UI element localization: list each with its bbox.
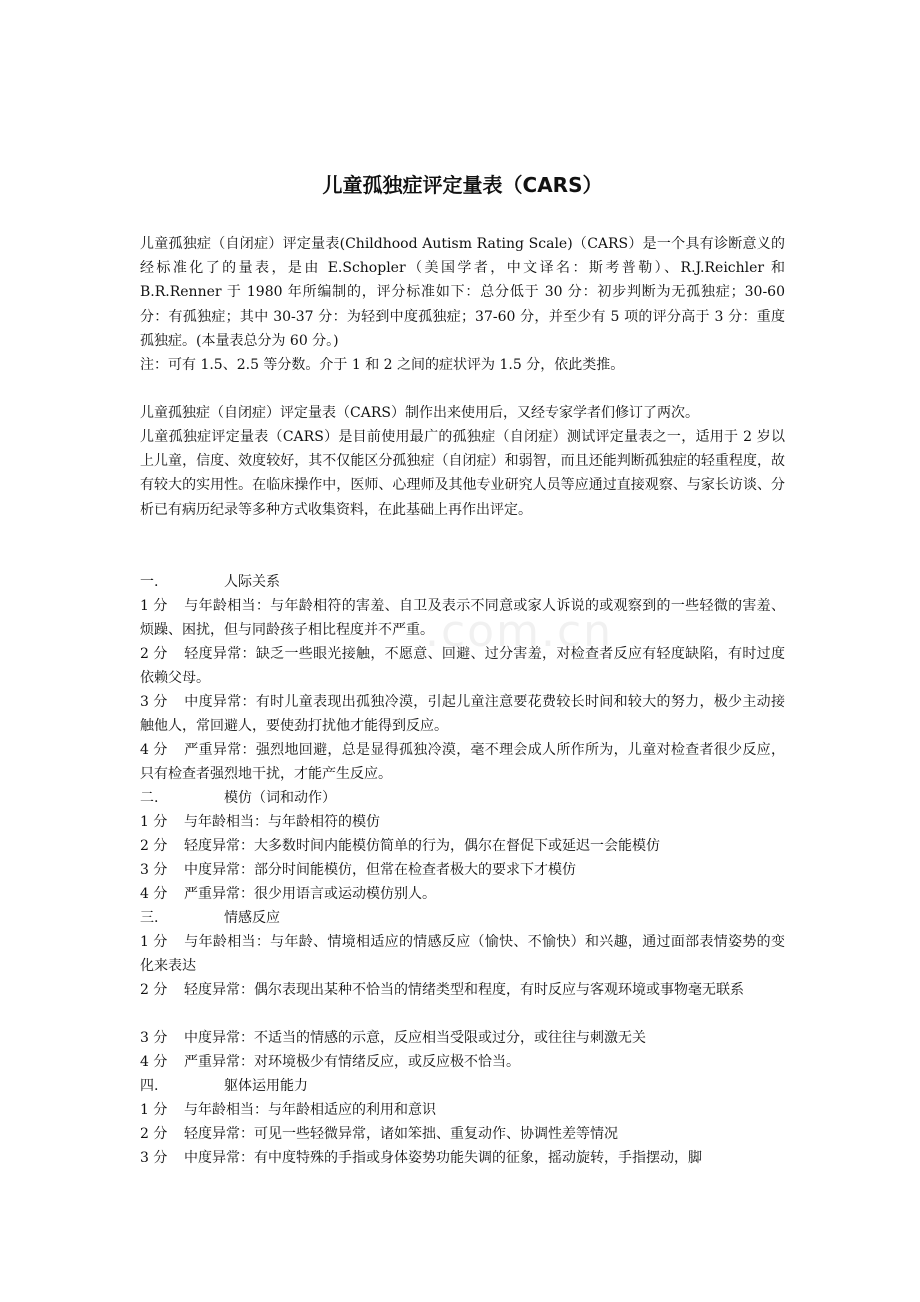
section-title: 躯体运用能力 — [224, 1078, 308, 1094]
score-item — [140, 810, 785, 834]
score-text: 轻度异常：可见一些轻微异常，诸如笨拙、重复动作、协调性差等情况 — [184, 1126, 618, 1142]
score-label: 3 分 — [140, 1030, 168, 1046]
section-title: 情感反应 — [224, 910, 280, 926]
score-item — [140, 642, 785, 690]
history-paragraph: 儿童孤独症（自闭症）评定量表（CARS）制作出来使用后，又经专家学者们修订了两次。 — [140, 405, 699, 421]
score-text: 与年龄相当：与年龄相符的害羞、自卫及表示不同意或家人诉说的或观察到的一些轻微的害羞、烦躁、困扰，但与同龄孩子相比程度并不严重。 — [140, 598, 785, 639]
score-item — [140, 882, 785, 906]
score-label: 3 分 — [140, 862, 168, 878]
score-text: 中度异常：有中度特殊的手指或身体姿势功能失调的征象，摇动旋转，手指摆动，脚 — [184, 1150, 702, 1166]
section-number: 二. — [140, 790, 159, 806]
section-title: 人际关系 — [224, 574, 280, 590]
score-label: 1 分 — [140, 598, 168, 614]
score-text: 轻度异常：缺乏一些眼光接触，不愿意、回避、过分害羞，对检查者反应有轻度缺陷，有时过度依赖父母。 — [140, 646, 785, 687]
score-label: 1 分 — [140, 1102, 168, 1118]
score-item — [140, 1050, 785, 1074]
description-paragraph: 儿童孤独症评定量表（CARS）是目前使用最广的孤独症（自闭症）测试评定量表之一，适用于 2 岁以上儿童，信度、效度较好，其不仅能区分孤独症（自闭症）和弱智，而且还能判断孤独症的轻重程度，故有较大的实用性。在临床操作中，医师、心理师及其他专业研究人员等应通过直接观察、与家长访谈、分析已有病历纪录等多种方式收集资料，在此基础上再作出评定。 — [140, 429, 785, 518]
section-heading — [140, 906, 785, 930]
section-heading — [140, 786, 785, 810]
score-label: 1 分 — [140, 934, 168, 950]
score-label: 3 分 — [140, 1150, 168, 1166]
score-text: 严重异常：强烈地回避，总是显得孤独冷漠，毫不理会成人所作所为，儿童对检查者很少反应，只有检查者强烈地干扰，才能产生反应。 — [140, 742, 785, 783]
section-heading — [140, 570, 785, 594]
score-item — [140, 858, 785, 882]
intro-paragraph: 儿童孤独症（自闭症）评定量表(Childhood Autism Rating Scale)（CARS）是一个具有诊断意义的经标准化了的量表，是由 E.Schopler（美国学者，中文译名：斯考普勒）、R.J.Reichler 和 B.R.Renner 于 1980 年所编制的，评分标准如下：总分低于 30 分：初步判断为无孤独症；30-60 分：有孤独症；其中 30-37 分：为轻到中度孤独症；37-60 分，并至少有 5 项的评分高于 3 分：重度孤独症。(本量表总分为 60 分。) — [140, 236, 785, 349]
score-item — [140, 594, 785, 642]
section-number: 三. — [140, 910, 159, 926]
section-number: 四. — [140, 1078, 159, 1094]
score-label: 4 分 — [140, 886, 168, 902]
score-text: 严重异常：很少用语言或运动模仿别人。 — [184, 886, 436, 902]
score-label: 2 分 — [140, 838, 168, 854]
score-label: 2 分 — [140, 982, 168, 998]
score-text: 与年龄相当：与年龄、情境相适应的情感反应（愉快、不愉快）和兴趣，通过面部表情姿势的变化来表达 — [140, 934, 785, 975]
score-item — [140, 1122, 785, 1146]
score-text: 中度异常：不适当的情感的示意，反应相当受限或过分，或往往与刺激无关 — [184, 1030, 646, 1046]
score-text: 与年龄相当：与年龄相适应的利用和意识 — [184, 1102, 436, 1118]
note-paragraph: 注：可有 1.5、2.5 等分数。介于 1 和 2 之间的症状评为 1.5 分，依此类推。 — [140, 357, 625, 373]
score-item — [140, 834, 785, 858]
score-text: 轻度异常：偶尔表现出某种不恰当的情绪类型和程度，有时反应与客观环境或事物毫无联系 — [184, 982, 744, 998]
score-item — [140, 738, 785, 786]
section-title: 模仿（词和动作） — [224, 790, 336, 806]
watermark: .com.cn — [425, 606, 614, 657]
score-text: 中度异常：部分时间能模仿，但常在检查者极大的要求下才模仿 — [184, 862, 576, 878]
score-item — [140, 1098, 785, 1122]
score-label: 4 分 — [140, 742, 168, 758]
score-item — [140, 1026, 785, 1050]
score-text: 中度异常：有时儿童表现出孤独冷漠，引起儿童注意要花费较长时间和较大的努力，极少主动接触他人，常回避人，要使劲打扰他才能得到反应。 — [140, 694, 785, 735]
score-item — [140, 978, 785, 1002]
score-text: 与年龄相当：与年龄相符的模仿 — [184, 814, 380, 830]
score-item — [140, 1146, 785, 1170]
score-label: 3 分 — [140, 694, 168, 710]
score-item — [140, 690, 785, 738]
section-number: 一. — [140, 574, 159, 590]
score-label: 4 分 — [140, 1054, 168, 1070]
score-text: 轻度异常：大多数时间内能模仿简单的行为，偶尔在督促下或延迟一会能模仿 — [184, 838, 660, 854]
score-label: 1 分 — [140, 814, 168, 830]
score-item — [140, 930, 785, 978]
section-heading — [140, 1074, 785, 1098]
score-label: 2 分 — [140, 646, 168, 662]
score-label: 2 分 — [140, 1126, 168, 1142]
document-title: 儿童孤独症评定量表（CARS） — [322, 173, 603, 197]
score-text: 严重异常：对环境极少有情绪反应，或反应极不恰当。 — [184, 1054, 520, 1070]
